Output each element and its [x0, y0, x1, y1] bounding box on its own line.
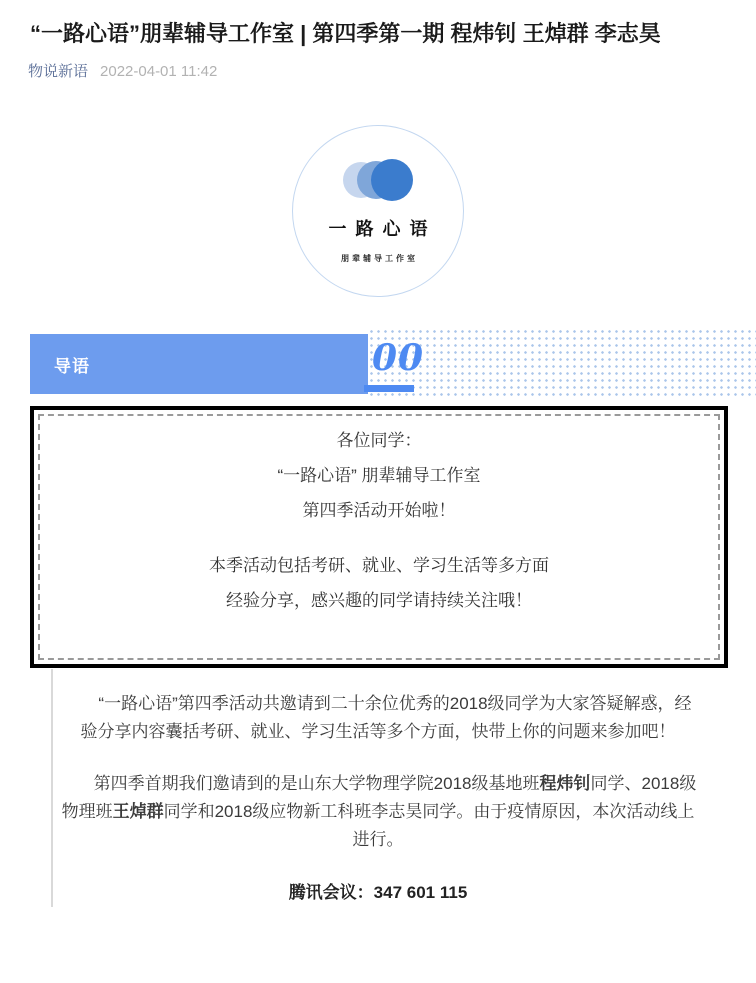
- paragraph-guests: 第四季首期我们邀请到的是山东大学物理学院2018级基地班程炜钊同学、2018级物理班王焯群同学和2018级应物新工科班李志昊同学。由于疫情原因，本次活动线上进行。: [61, 774, 697, 849]
- notice-line: 第四季活动开始啦！: [302, 501, 456, 520]
- page-title: “一路心语”朋辈辅导工作室 | 第四季第一期 程炜钊 王焯群 李志昊: [30, 21, 661, 46]
- logo-title: 一路心语: [328, 218, 437, 240]
- section-banner: [30, 334, 368, 394]
- logo-container: [28, 125, 728, 297]
- number-underline: [364, 385, 414, 392]
- article-body: [0, 668, 756, 907]
- dotted-pattern: [368, 328, 756, 399]
- publish-time: 2022-04-01 11:42: [100, 63, 218, 80]
- notice-line: “一路心语” 朋辈辅导工作室: [277, 466, 481, 485]
- notice-line: 经验分享，感兴趣的同学请持续关注哦！: [226, 591, 532, 610]
- dark-blue-dot-icon: [371, 159, 413, 201]
- logo-dots-icon: [343, 159, 413, 201]
- article-meta: [28, 64, 728, 80]
- section-label: 导语: [54, 356, 90, 376]
- notice-box: [30, 406, 728, 668]
- section-header: [30, 334, 756, 394]
- meeting-id: 腾讯会议：347 601 115: [288, 883, 468, 902]
- section-number: 00: [372, 337, 425, 379]
- notice-line: 本季活动包括考研、就业、学习生活等多方面: [209, 556, 549, 575]
- paragraph-intro: “一路心语”第四季活动共邀请到二十余位优秀的2018级同学为大家答疑解惑，经验分享内容囊括考研、就业、学习生活等多个方面，快带上你的问题来参加吧！: [80, 694, 692, 741]
- author-link[interactable]: 物说新语: [28, 63, 89, 80]
- workshop-logo: [292, 125, 464, 297]
- notice-box-inner: [38, 414, 720, 660]
- logo-subtitle: 朋辈辅导工作室: [341, 253, 418, 263]
- notice-line: 各位同学：: [336, 431, 422, 450]
